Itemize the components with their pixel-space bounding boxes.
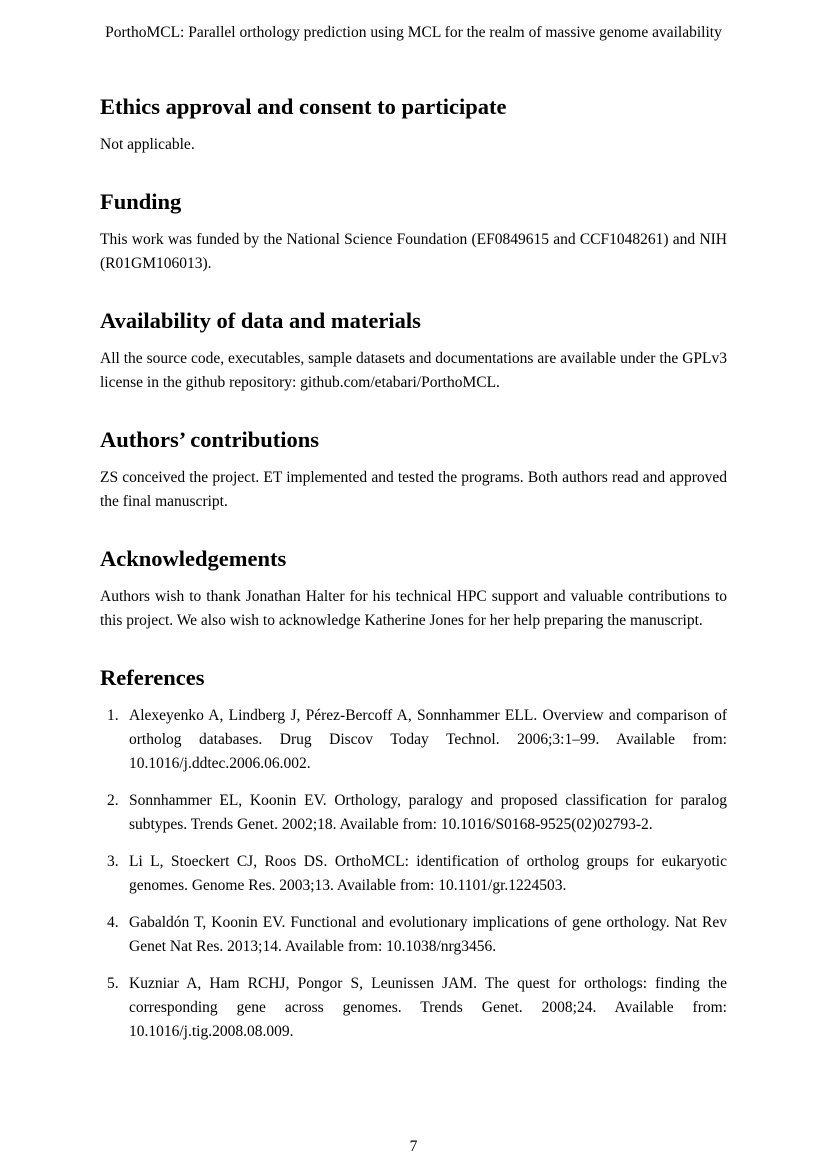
reference-item (100, 972, 727, 1044)
reference-list (100, 704, 727, 1044)
reference-item (100, 911, 727, 959)
reference-text: Kuzniar A, Ham RCHJ, Pongor S, Leunissen JAM. The quest for orthologs: finding the corresponding gene across genomes. Trends Genet. 2008;24. Available from: 10.1016/j.tig.2008.08.009. (129, 975, 727, 1040)
section-heading-contributions: Authors’ contributions (100, 427, 319, 452)
section-heading-ethics: Ethics approval and consent to participate (100, 94, 507, 119)
reference-item (100, 850, 727, 898)
section-text-availability: All the source code, executables, sample datasets and documentations are available under the GPLv3 license in the github repository: github.com/etabari/PorthoMCL. (100, 350, 727, 391)
section-text-ethics: Not applicable. (100, 136, 195, 153)
section-ethics (100, 92, 727, 157)
reference-number: 4. (107, 914, 119, 931)
reference-number: 1. (107, 707, 119, 724)
section-heading-references: References (100, 665, 205, 690)
section-references (100, 663, 727, 1044)
reference-text: Li L, Stoeckert CJ, Roos DS. OrthoMCL: identification of ortholog groups for eukaryotic genomes. Genome Res. 2003;13. Available from: 10.1101/gr.1224503. (129, 853, 727, 894)
section-availability (100, 306, 727, 395)
running-head: PorthoMCL: Parallel orthology prediction using MCL for the realm of massive genome availability (105, 24, 722, 41)
section-text-contributions: ZS conceived the project. ET implemented and tested the programs. Both authors read and approved the final manuscript. (100, 469, 727, 510)
section-heading-acknowledgements: Acknowledgements (100, 546, 287, 571)
reference-number: 2. (107, 792, 119, 809)
section-acknowledgements (100, 544, 727, 633)
section-heading-availability: Availability of data and materials (100, 308, 421, 333)
reference-text: Alexeyenko A, Lindberg J, Pérez-Bercoff A, Sonnhammer ELL. Overview and comparison of ortholog databases. Drug Discov Today Technol. 2006;3:1–99. Available from: 10.1016/j.ddtec.2006.06.002. (129, 707, 727, 772)
reference-number: 3. (107, 853, 119, 870)
section-heading-funding: Funding (100, 189, 182, 214)
section-text-acknowledgements: Authors wish to thank Jonathan Halter for his technical HPC support and valuable contributions to this project. We also wish to acknowledge Katherine Jones for her help preparing the manuscript. (100, 588, 727, 629)
section-funding (100, 187, 727, 276)
reference-item (100, 789, 727, 837)
reference-item (100, 704, 727, 776)
section-text-funding: This work was funded by the National Science Foundation (EF0849615 and CCF1048261) and NIH (R01GM106013). (100, 231, 727, 272)
reference-text: Gabaldón T, Koonin EV. Functional and evolutionary implications of gene orthology. Nat Rev Genet Nat Res. 2013;14. Available from: 10.1038/nrg3456. (129, 914, 727, 955)
reference-number: 5. (107, 975, 119, 992)
reference-text: Sonnhammer EL, Koonin EV. Orthology, paralogy and proposed classification for paralog subtypes. Trends Genet. 2002;18. Available from: 10.1016/S0168-9525(02)02793-2. (129, 792, 727, 833)
page-content (100, 92, 727, 1057)
section-contributions (100, 425, 727, 514)
page-number: 7 (409, 1138, 418, 1155)
